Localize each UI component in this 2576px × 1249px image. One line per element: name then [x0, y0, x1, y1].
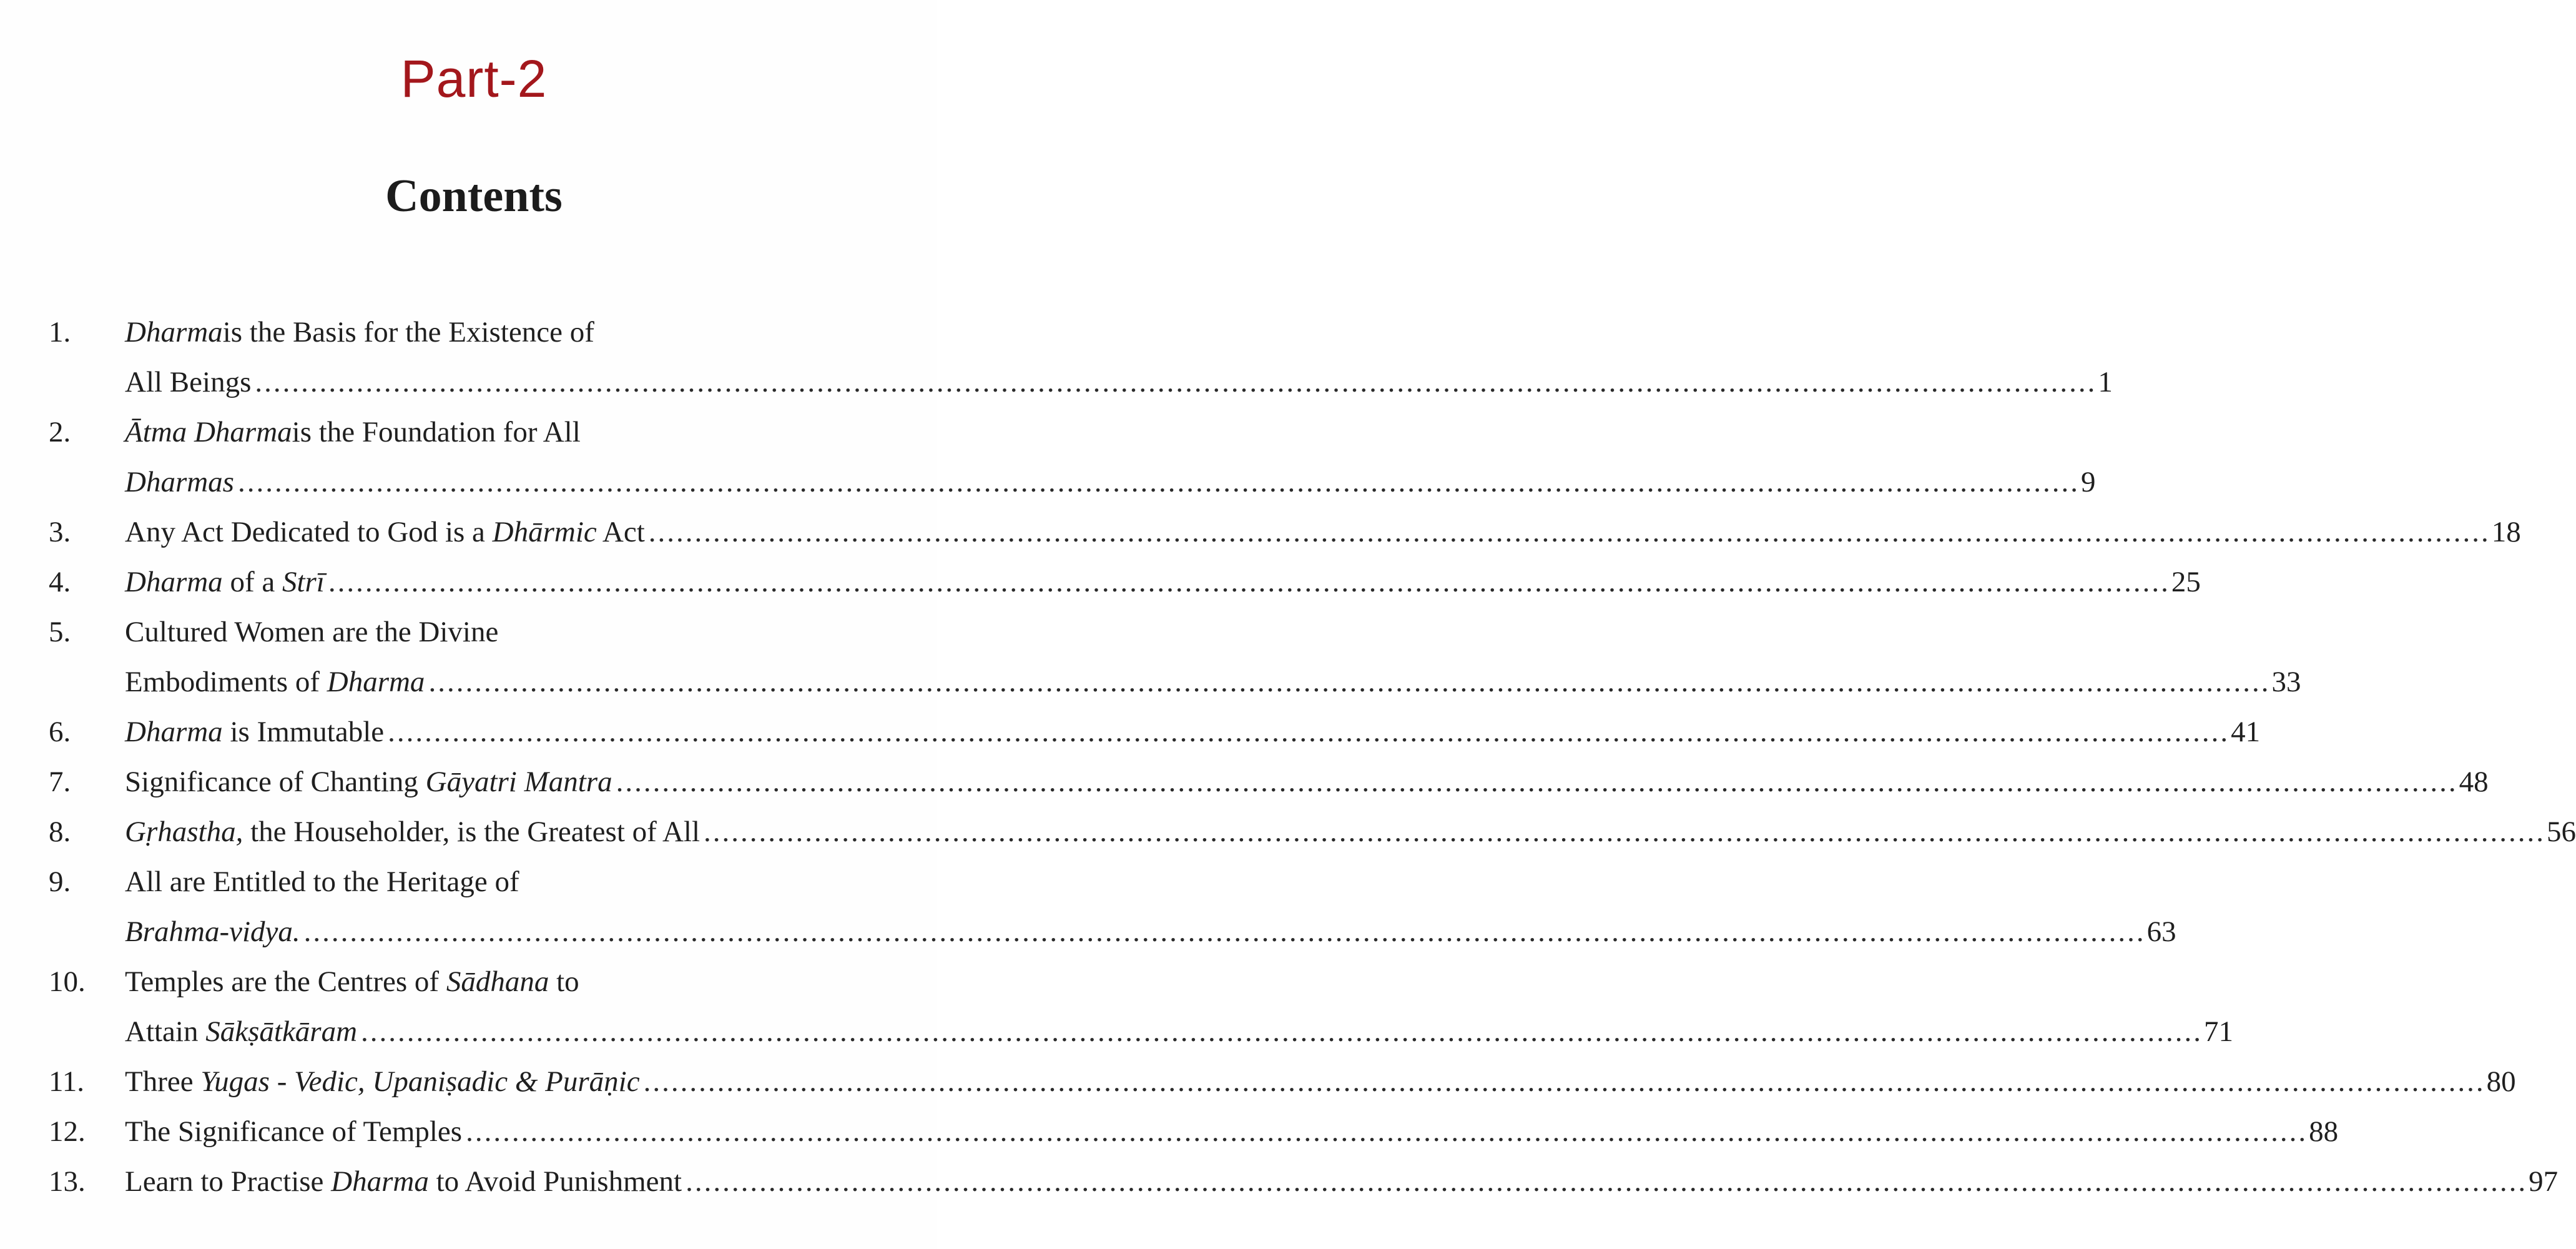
entry-title-run: Dharma — [125, 566, 223, 598]
entry-title-run: Dharmas — [125, 466, 234, 498]
entry-title — [125, 657, 425, 707]
entry-title-run: The Significance of Temples — [125, 1115, 463, 1148]
dot-leader: ........................................................................................................................................................................................................ — [466, 1115, 2308, 1148]
entry-title-run: Dharma — [125, 316, 223, 348]
dot-leader: ........................................................................................................................................................................................................ — [616, 766, 2458, 798]
page-title: Contents — [385, 170, 563, 222]
page-number: 18 — [2491, 516, 2521, 548]
entry-title-run: is the Basis for the Existence of — [222, 316, 594, 348]
entry-title — [125, 507, 645, 557]
entry-title-run: Brahma-vidya. — [125, 916, 300, 948]
entry-title — [125, 1007, 357, 1057]
entry-number: 3. — [49, 516, 71, 548]
entry-number: 13. — [49, 1165, 86, 1198]
page-number: 33 — [2271, 666, 2301, 698]
entry-number: 12. — [49, 1115, 86, 1148]
entry-title-run: Dharma — [327, 666, 425, 698]
entry-title-line — [125, 1007, 2234, 1057]
entry-title-line — [125, 457, 2096, 507]
entry-title — [125, 907, 300, 957]
toc-entry[interactable] — [49, 707, 2261, 757]
entry-number: 7. — [49, 766, 71, 798]
entry-number: 2. — [49, 416, 71, 448]
dot-leader: ........................................................................................................................................................................................................ — [237, 466, 2080, 498]
toc-entry[interactable] — [49, 557, 2201, 607]
toc-entry[interactable] — [49, 1107, 2339, 1157]
entry-title-line — [125, 607, 888, 657]
entry-number: 1. — [49, 316, 71, 348]
dot-leader: ........................................................................................................................................................................................................ — [361, 1015, 2203, 1048]
entry-title-line — [125, 707, 2261, 757]
entry-title-run: Gāyatri Mantra — [425, 766, 612, 798]
entry-title-run: the Householder, is the Greatest of All — [243, 816, 701, 848]
table-of-contents — [49, 307, 2576, 1207]
entry-title-run: Dhārmic — [492, 516, 597, 548]
part-label: Part-2 — [400, 49, 548, 108]
entry-number: 4. — [49, 566, 71, 598]
entry-title-line — [125, 507, 2521, 557]
page-number: 88 — [2309, 1115, 2339, 1148]
toc-entry[interactable] — [49, 757, 2489, 807]
entry-title — [125, 807, 700, 857]
page-number: 25 — [2171, 566, 2201, 598]
toc-entry[interactable] — [49, 957, 2234, 1057]
entry-number: 5. — [49, 616, 71, 648]
entry-title-run: Any Act Dedicated to God is a — [125, 516, 493, 548]
page-number: 48 — [2459, 766, 2489, 798]
entry-title-run: to Avoid Punishment — [428, 1165, 682, 1198]
page-number: 41 — [2231, 716, 2261, 748]
entry-title-run: Dharma — [125, 716, 223, 748]
page-number: 71 — [2204, 1015, 2234, 1048]
page-number: 1 — [2098, 366, 2113, 398]
entry-title-run: Strī — [282, 566, 325, 598]
toc-entry[interactable] — [49, 1157, 2559, 1207]
entry-title — [125, 357, 251, 407]
entry-title-run: Sādhana — [446, 965, 549, 998]
entry-title-line — [125, 407, 888, 457]
page-number: 63 — [2146, 916, 2176, 948]
entry-title-line — [125, 807, 2576, 857]
dot-leader: ........................................................................................................................................................................................................ — [255, 366, 2097, 398]
entry-title-run: All are Entitled to the Heritage of — [125, 866, 519, 898]
entry-title — [125, 457, 234, 507]
dot-leader: ........................................................................................................................................................................................................ — [686, 1165, 2528, 1198]
entry-title-run: Cultured Women are the Divine — [125, 616, 499, 648]
toc-entry[interactable] — [49, 807, 2576, 857]
entry-number: 11. — [49, 1065, 85, 1098]
dot-leader: ........................................................................................................................................................................................................ — [303, 916, 2146, 948]
entry-title-run: Temples are the Centres of — [125, 965, 446, 998]
page-number: 9 — [2080, 466, 2096, 498]
dot-leader: ........................................................................................................................................................................................................ — [643, 1065, 2485, 1098]
entry-title-line — [125, 1057, 2516, 1107]
entry-number: 8. — [49, 816, 71, 848]
page-number: 97 — [2529, 1165, 2559, 1198]
entry-title-run: Embodiments of — [125, 666, 327, 698]
entry-title — [125, 1107, 462, 1157]
entry-title-line — [125, 557, 2201, 607]
entry-title-line — [125, 957, 888, 1007]
page-number: 80 — [2486, 1065, 2516, 1098]
entry-title — [125, 1057, 640, 1107]
entry-title-run: Learn to Practise — [125, 1165, 332, 1198]
entry-title-line — [125, 357, 2113, 407]
entry-number: 9. — [49, 866, 71, 898]
entry-title-run: All Beings — [125, 366, 252, 398]
entry-title — [125, 557, 325, 607]
entry-title-run: Gṛhastha, — [125, 816, 243, 848]
toc-entry[interactable] — [49, 507, 2521, 557]
entry-title-line — [125, 757, 2489, 807]
entry-title-run: of a — [222, 566, 282, 598]
dot-leader: ........................................................................................................................................................................................................ — [328, 566, 2170, 598]
entry-title-line — [125, 907, 2176, 957]
entry-title-run: is the Foundation for All — [292, 416, 581, 448]
dot-leader: ........................................................................................................................................................................................................ — [704, 816, 2546, 848]
page-number: 56 — [2547, 816, 2576, 848]
entry-title-run: Ātma Dharma — [125, 416, 292, 448]
entry-title-run: is Immutable — [222, 716, 385, 748]
toc-entry[interactable] — [49, 1057, 2516, 1107]
entry-title-run: Sākṣātkāram — [205, 1015, 358, 1048]
toc-entry[interactable] — [49, 607, 2301, 707]
entry-title-run: Three — [125, 1065, 201, 1098]
entry-title-run: Yugas - Vedic, Upaniṣadic & Purāṇic — [200, 1065, 640, 1098]
dot-leader: ........................................................................................................................................................................................................ — [388, 716, 2230, 748]
entry-number: 10. — [49, 965, 86, 998]
entry-title — [125, 707, 384, 757]
entry-title-line — [125, 857, 888, 907]
entry-title-run: Significance of Chanting — [125, 766, 426, 798]
entry-number: 6. — [49, 716, 71, 748]
entry-title-run: Dharma — [331, 1165, 429, 1198]
entry-title — [125, 1157, 682, 1207]
entry-title — [125, 757, 612, 807]
toc-entry[interactable] — [49, 857, 2176, 957]
toc-entry[interactable] — [49, 307, 2113, 407]
entry-title-run: Attain — [125, 1015, 206, 1048]
entry-title-run: Act — [596, 516, 645, 548]
dot-leader: ........................................................................................................................................................................................................ — [648, 516, 2490, 548]
entry-title-run: to — [549, 965, 579, 998]
entry-title-line — [125, 1107, 2339, 1157]
entry-title-line — [125, 657, 2301, 707]
entry-title-line — [125, 307, 888, 357]
toc-entry[interactable] — [49, 407, 2096, 507]
entry-title-line — [125, 1157, 2559, 1207]
dot-leader: ........................................................................................................................................................................................................ — [428, 666, 2271, 698]
